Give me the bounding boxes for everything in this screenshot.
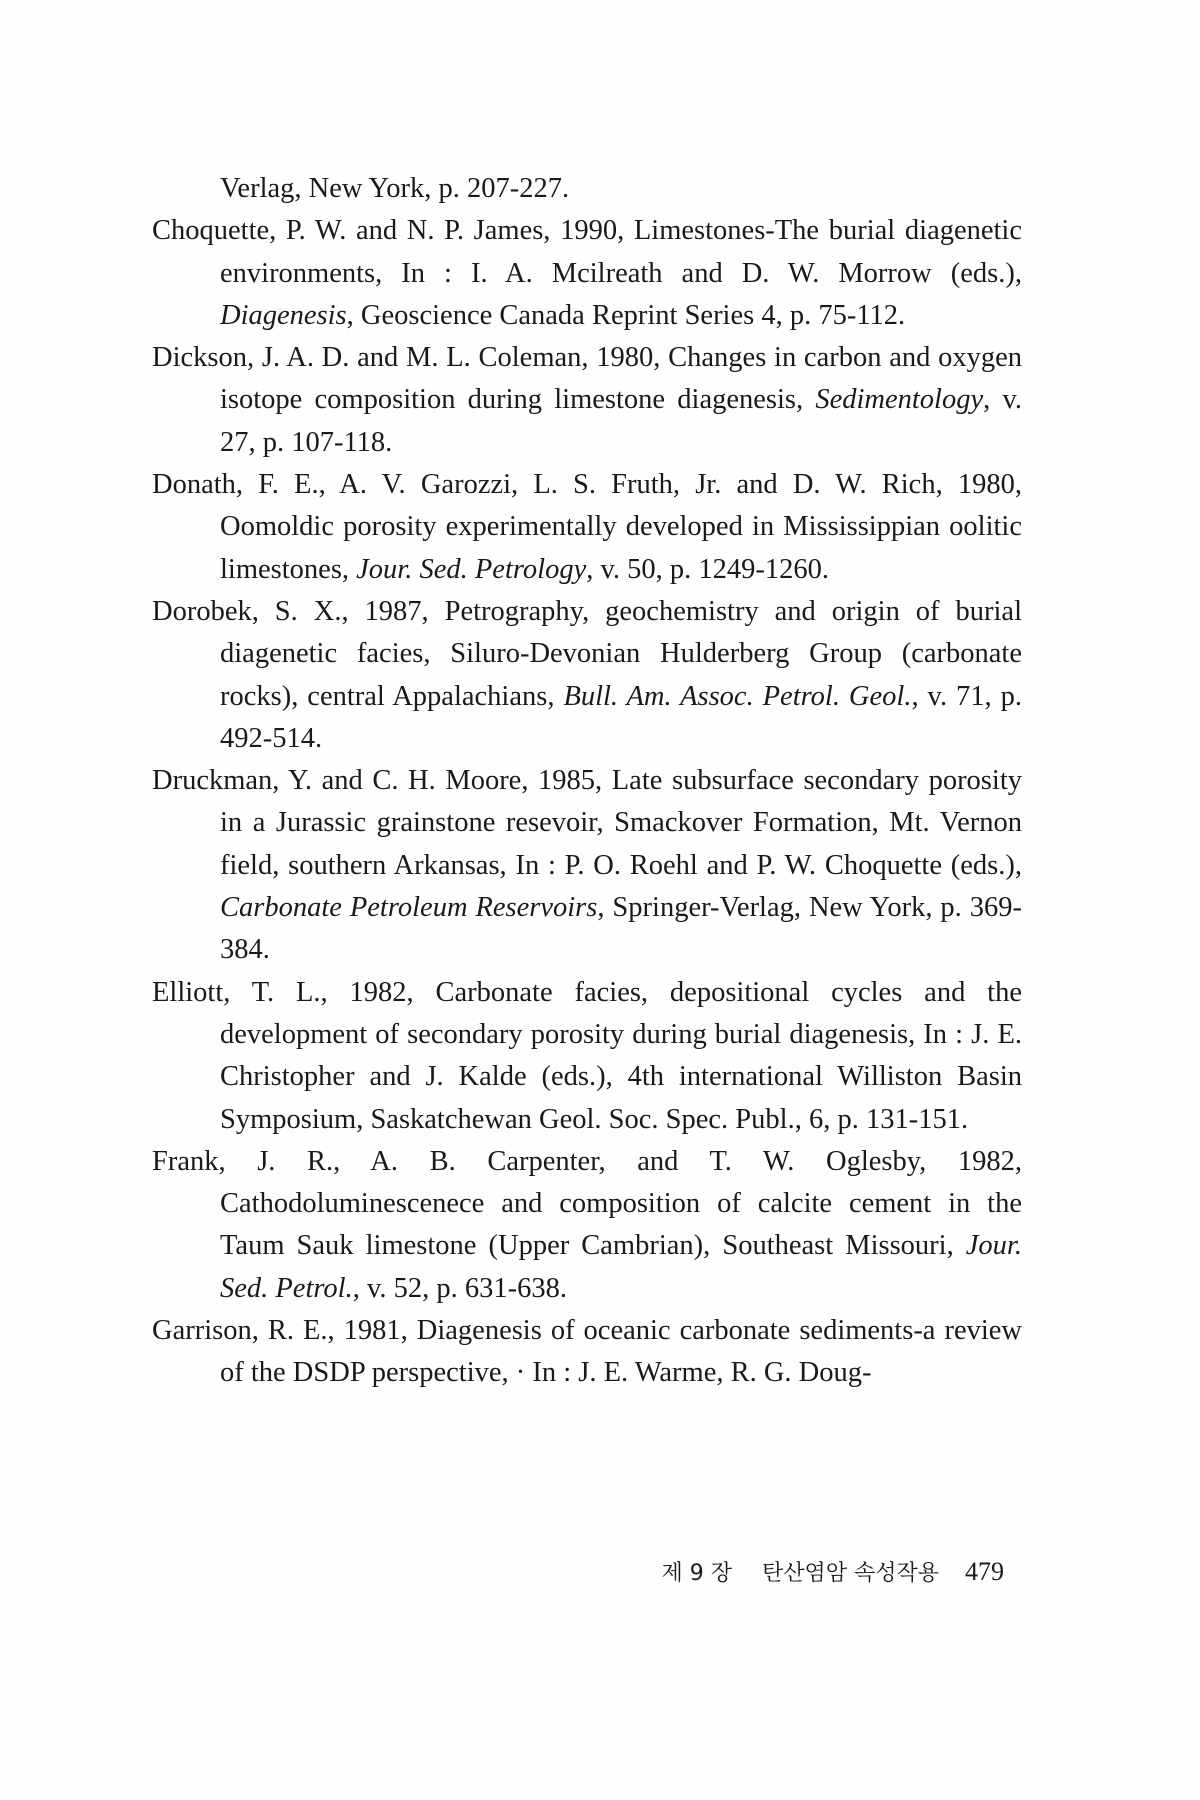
reference-entry: Frank, J. R., A. B. Carpenter, and T. W. Oglesby, 1982, Cathodoluminescenece and composition of calcite cement in the Taum Sauk limestone (Upper Cambrian), Southeast Missouri, Jour. Sed. Petrol., v. 52, p. 631-638. [152,1145,1022,1304]
reference-list [152,168,1022,1395]
reference-entry: Elliott, T. L., 1982, Carbonate facies, depositional cycles and the development of secondary porosity during burial diagenesis, In : J. E. Christopher and J. Kalde (eds.), 4th international Williston Basin Symposium, Saskatchewan Geol. Soc. Spec. Publ., 6, p. 131-151. [152,976,1022,1135]
page-number: 479 [965,1557,1004,1586]
reference-entry: Dickson, J. A. D. and M. L. Coleman, 1980, Changes in carbon and oxygen isotope composition during limestone diagenesis, Sedimentology, v. 27, p. 107-118. [152,342,1022,458]
reference-entry: Druckman, Y. and C. H. Moore, 1985, Late subsurface secondary porosity in a Jurassic grainstone resevoir, Smackover Formation, Mt. Vernon field, southern Arkansas, In : P. O. Roehl and P. W. Choquette (eds.), Carbonate Petroleum Reservoirs, Springer-Verlag, New York, p. 369-384. [152,765,1022,966]
reference-entry: Dorobek, S. X., 1987, Petrography, geochemistry and origin of burial diagenetic facies, Siluro-Devonian Hulderberg Group (carbonate rocks), central Appalachians, Bull. Am. Assoc. Petrol. Geol., v. 71, p. 492-514. [152,595,1022,754]
reference-entry: Choquette, P. W. and N. P. James, 1990, Limestones-The burial diagenetic environments, In : I. A. Mcilreath and D. W. Morrow (eds.), Diagenesis, Geoscience Canada Reprint Series 4, p. 75-112. [152,215,1022,331]
reference-entry: Donath, F. E., A. V. Garozzi, L. S. Fruth, Jr. and D. W. Rich, 1980, Oomoldic porosity experimentally developed in Mississippian oolitic limestones, Jour. Sed. Petrology, v. 50, p. 1249-1260. [152,469,1022,585]
reference-continuation: Verlag, New York, p. 207-227. [220,173,570,204]
chapter-title: 탄산염암 속성작용 [761,1561,939,1586]
reference-entry: Garrison, R. E., 1981, Diagenesis of oceanic carbonate sediments-a review of the DSDP perspective, · In : J. E. Warme, R. G. Doug- [152,1315,1022,1389]
page-footer [661,1556,1004,1587]
chapter-label: 제 9 장 [661,1561,732,1586]
